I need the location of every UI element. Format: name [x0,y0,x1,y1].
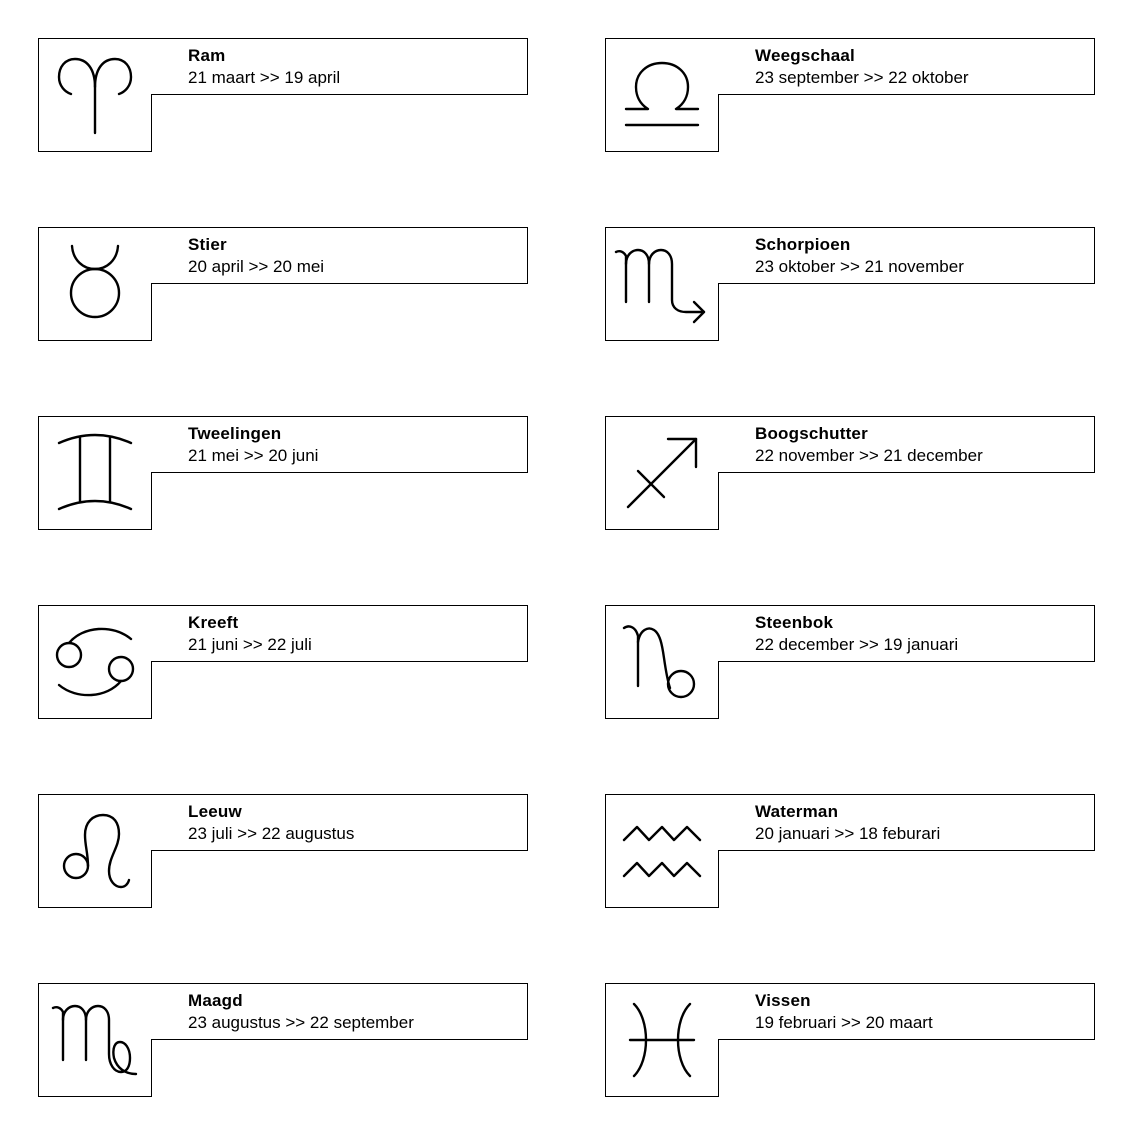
aries-icon [39,39,151,151]
cancer-icon [39,606,151,718]
leo-icon [39,795,151,907]
sign-dates: 21 juni >> 22 juli [188,635,312,654]
sign-info [151,416,528,473]
symbol-box [38,605,152,719]
sign-dates: 19 februari >> 20 maart [755,1013,933,1032]
scorpio-icon [606,228,718,340]
sign-name: Tweelingen [188,424,282,443]
sign-name: Leeuw [188,802,242,821]
sign-card-ram [38,38,530,152]
sign-dates: 20 april >> 20 mei [188,257,325,276]
libra-icon [606,39,718,151]
sign-dates: 22 november >> 21 december [755,446,983,465]
sign-info [151,605,528,662]
sign-dates: 21 maart >> 19 april [188,68,341,87]
pisces-icon [606,984,718,1096]
sign-info [151,794,528,851]
sign-dates: 23 juli >> 22 augustus [188,824,355,843]
sign-info [718,794,1095,851]
sign-name: Kreeft [188,613,239,632]
sign-dates: 23 augustus >> 22 september [188,1013,414,1032]
aquarius-icon [606,795,718,907]
sign-name: Weegschaal [755,46,855,65]
sign-name: Schorpioen [755,235,851,254]
sign-name: Steenbok [755,613,834,632]
sign-card-kreeft [38,605,530,719]
sign-info [151,983,528,1040]
symbol-box [38,983,152,1097]
sign-dates: 21 mei >> 20 juni [188,446,319,465]
sign-card-waterman [605,794,1097,908]
sign-dates: 22 december >> 19 januari [755,635,959,654]
sign-info [718,416,1095,473]
sign-card-steenbok [605,605,1097,719]
virgo-icon [39,984,151,1096]
taurus-icon [39,228,151,340]
sign-dates: 23 september >> 22 oktober [755,68,969,87]
sign-info [718,605,1095,662]
symbol-box [605,227,719,341]
sign-name: Boogschutter [755,424,868,443]
sign-info [151,227,528,284]
sign-dates: 23 oktober >> 21 november [755,257,964,276]
sign-name: Stier [188,235,227,254]
capricorn-icon [606,606,718,718]
symbol-box [38,38,152,152]
sign-card-tweelingen [38,416,530,530]
sign-name: Waterman [755,802,839,821]
sign-name: Vissen [755,991,811,1010]
sign-name: Maagd [188,991,243,1010]
symbol-box [38,794,152,908]
sign-name: Ram [188,46,226,65]
symbol-box [38,416,152,530]
sign-card-stier [38,227,530,341]
symbol-box [605,416,719,530]
symbol-box [605,38,719,152]
sign-info [718,38,1095,95]
sign-card-vissen [605,983,1097,1097]
symbol-box [605,983,719,1097]
symbol-box [605,605,719,719]
sagittarius-icon [606,417,718,529]
symbol-box [38,227,152,341]
sign-dates: 20 januari >> 18 feburari [755,824,941,843]
sign-card-weegschaal [605,38,1097,152]
gemini-icon [39,417,151,529]
sign-info [151,38,528,95]
sign-card-leeuw [38,794,530,908]
sign-info [718,227,1095,284]
sign-card-maagd [38,983,530,1097]
symbol-box [605,794,719,908]
sign-card-boogschutter [605,416,1097,530]
sign-info [718,983,1095,1040]
sign-card-schorpioen [605,227,1097,341]
